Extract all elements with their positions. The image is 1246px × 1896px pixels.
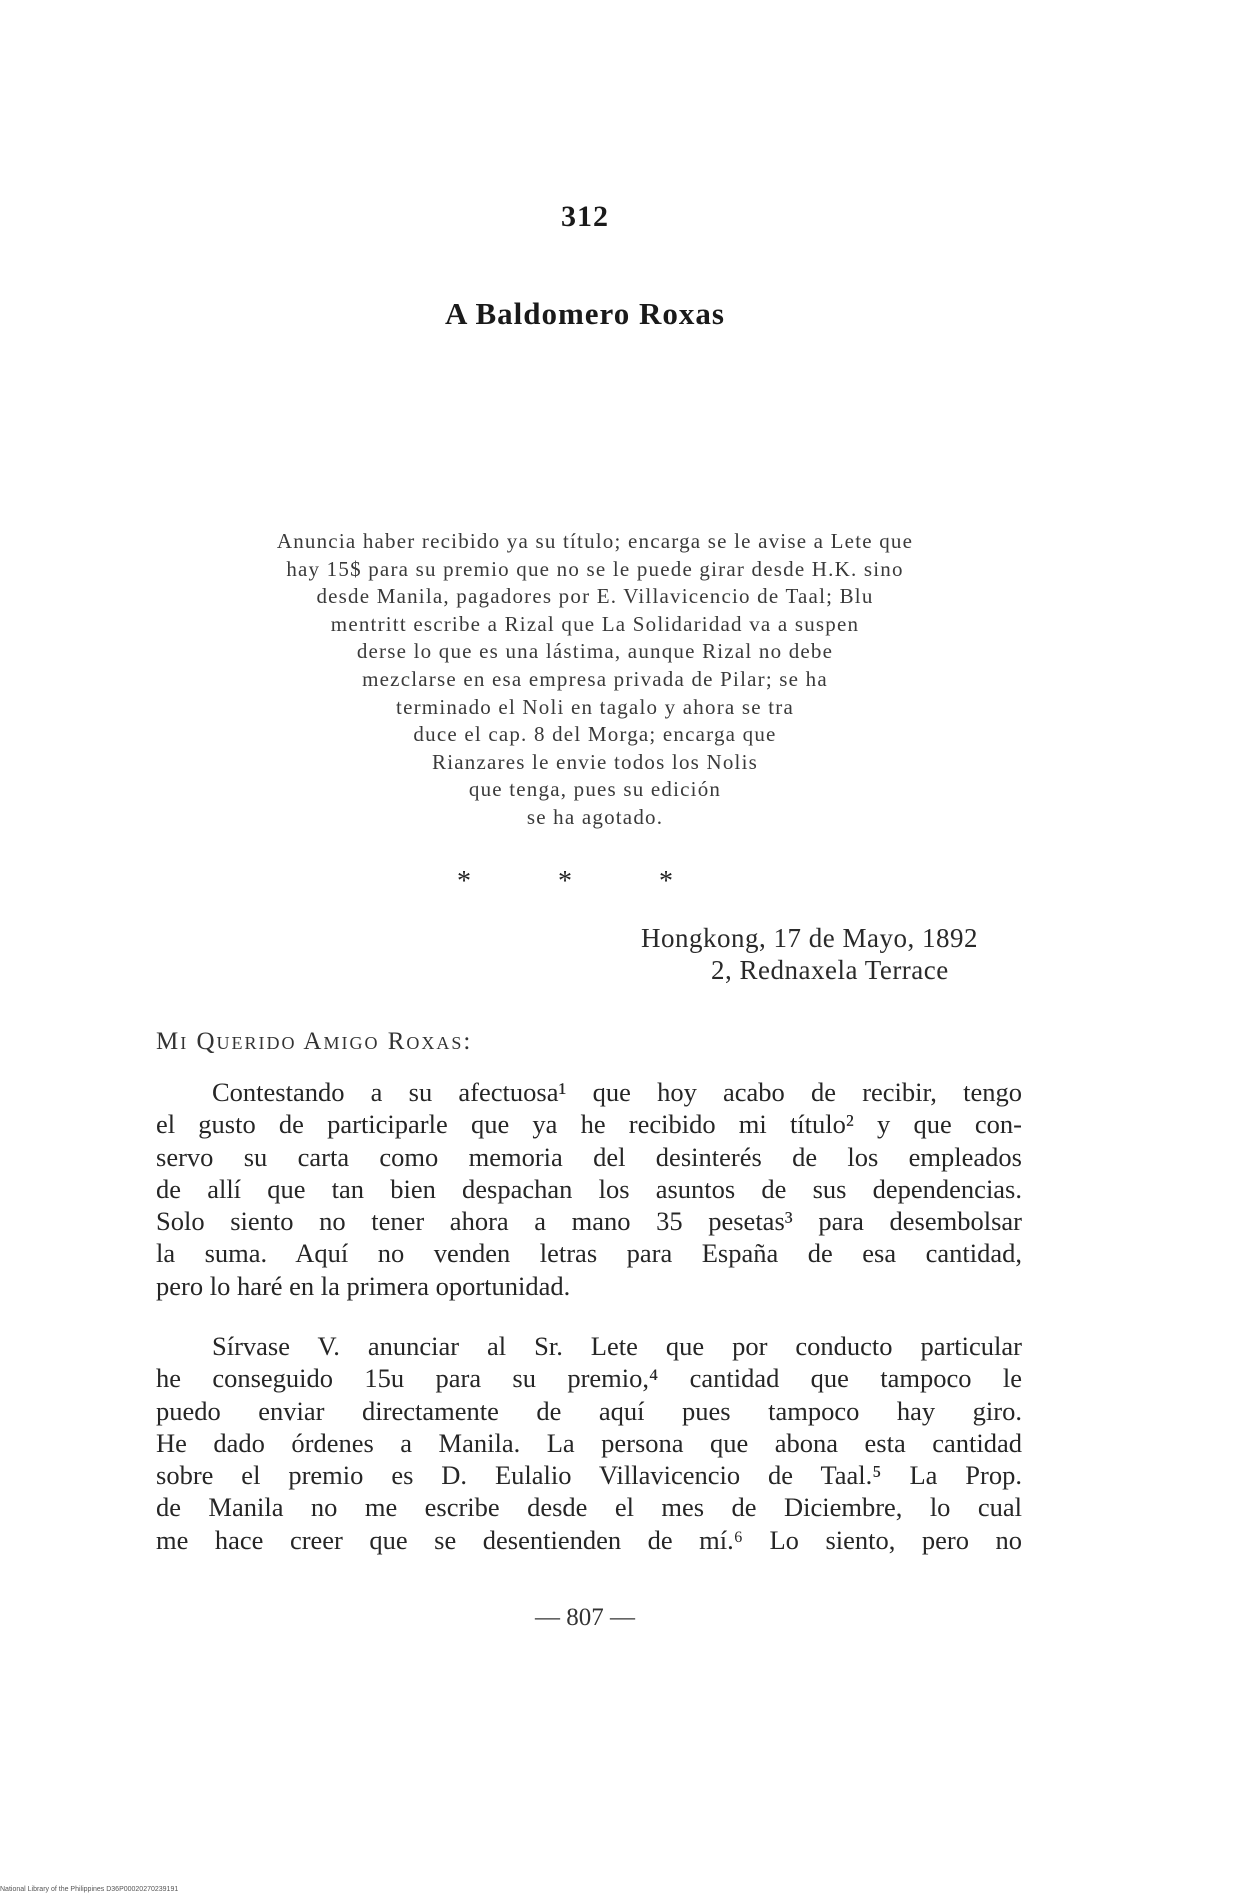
summary-line: mezclarse en esa empresa privada de Pilar; se ha (362, 666, 828, 691)
dateline (641, 922, 978, 986)
dateline-place-date: Hongkong, 17 de Mayo, 1892 (641, 923, 978, 953)
summary-line: desde Manila, pagadores por E. Villavicencio de Taal; Blu (316, 584, 874, 609)
body-line: he conseguido 15u para su premio,⁴ cantidad que tampoco le (156, 1363, 1022, 1394)
body-line: de Manila no me escribe desde el mes de Diciembre, lo cual (156, 1492, 1022, 1523)
body-line: de allí que tan bien despachan los asuntos de sus dependencias. (156, 1173, 1022, 1204)
page-folio: — 807 — (535, 1604, 635, 1631)
dateline-address: 2, Rednaxela Terrace (711, 955, 949, 985)
section-separator: * * * (457, 866, 713, 897)
summary-line: se ha agotado. (526, 804, 664, 829)
body-line: Contestando a su afectuosa¹ que hoy acabo de recibir, tengo (212, 1077, 1022, 1107)
body-line: me hace creer que se desentienden de mí.⁶ Lo siento, pero no (156, 1524, 1022, 1555)
body-line: sobre el premio es D. Eulalio Villavicencio de Taal.⁵ La Prop. (156, 1460, 1022, 1491)
body-line: puedo enviar directamente de aquí pues tampoco hay giro. (156, 1395, 1022, 1426)
summary-line: derse lo que es una lástima, aunque Rizal no debe (356, 639, 834, 664)
summary-line: que tenga, pues su edición (468, 777, 722, 802)
letter-title: A Baldomero Roxas (445, 296, 725, 331)
body-paragraph-1 (156, 1076, 1022, 1302)
summary-line: duce el cap. 8 del Morga; encarga que (413, 722, 777, 747)
summary-line: hay 15$ para su premio que no se le puede girar desde H.K. sino (286, 556, 904, 581)
body-line: servo su carta como memoria del desinterés de los empleados (156, 1141, 1022, 1172)
letter-number: 312 (561, 200, 609, 233)
body-line: pero lo haré en la primera oportunidad. (156, 1270, 571, 1301)
body-line: la suma. Aquí no venden letras para España de esa cantidad, (156, 1238, 1022, 1269)
letter-summary (170, 528, 1020, 832)
salutation: Mi Querido Amigo Roxas: (156, 1028, 473, 1055)
summary-line: Rianzares le envie todos los Nolis (432, 749, 758, 774)
summary-line: terminado el Noli en tagalo y ahora se tra (396, 694, 794, 719)
body-line: He dado órdenes a Manila. La persona que abona esta cantidad (156, 1427, 1022, 1458)
summary-line: mentritt escribe a Rizal que La Solidaridad va a suspen (330, 611, 860, 636)
scan-credit: National Library of the Philippines D36P00020270239191 (0, 1886, 179, 1893)
body-line: Sírvase V. anunciar al Sr. Lete que por conducto particular (212, 1331, 1022, 1361)
body-paragraph-2 (156, 1330, 1022, 1556)
summary-line: Anuncia haber recibido ya su título; encarga se le avise a Lete que (276, 529, 914, 553)
body-line: Solo siento no tener ahora a mano 35 pesetas³ para desembolsar (156, 1206, 1022, 1237)
body-line: el gusto de participarle que ya he recibido mi título² y que con- (156, 1109, 1022, 1140)
